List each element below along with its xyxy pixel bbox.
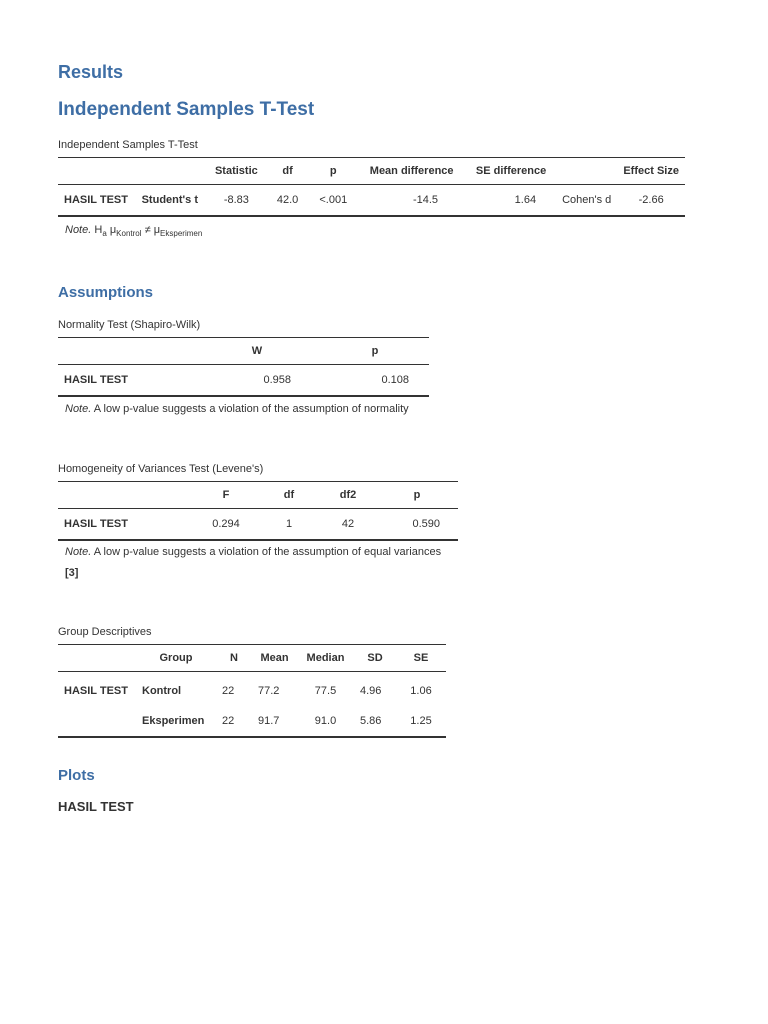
cell-sd: 5.86	[360, 715, 382, 727]
note-h: H	[94, 224, 103, 236]
col-p: p	[413, 489, 421, 501]
normality-table-caption: Normality Test (Shapiro-Wilk)	[58, 319, 201, 331]
table-row	[58, 706, 446, 737]
cell-df: 42.0	[276, 194, 299, 206]
cell-statistic: -8.83	[223, 194, 249, 206]
ttest-table-caption: Independent Samples T-Test	[58, 139, 198, 151]
descriptives-table-caption: Group Descriptives	[58, 626, 152, 638]
col-statistic: Statistic	[214, 165, 258, 177]
note-sub-eksperimen: Eksperimen	[160, 229, 203, 239]
col-df2: df2	[339, 489, 357, 501]
cell-p: 0.590	[412, 518, 440, 530]
row-variable: HASIL TEST	[64, 685, 128, 697]
normality-note	[65, 403, 409, 415]
table-row	[58, 672, 446, 707]
normality-table	[58, 337, 429, 397]
table-row	[58, 185, 685, 217]
cell-f: 0.294	[212, 518, 240, 530]
cell-mean: 77.2	[258, 685, 280, 697]
descriptives-table	[58, 644, 446, 738]
row-variable: HASIL TEST	[64, 374, 128, 386]
levene-table	[58, 481, 458, 541]
cell-p: 0.108	[381, 374, 409, 386]
cell-effect-size: -2.66	[638, 194, 664, 206]
col-group: Group	[159, 652, 193, 664]
cell-p: <.001	[319, 194, 348, 206]
levene-table-caption: Homogeneity of Variances Test (Levene's)	[58, 463, 264, 475]
row-variable: HASIL TEST	[64, 194, 128, 206]
ttest-note	[65, 224, 202, 238]
row-variable: HASIL TEST	[64, 518, 128, 530]
note-label: Note.	[65, 546, 92, 558]
cell-se-difference: 1.64	[514, 194, 537, 206]
assumptions-heading: Assumptions	[58, 284, 154, 301]
col-blank	[58, 338, 193, 365]
levene-note	[65, 546, 441, 558]
cell-df2: 42	[341, 518, 355, 530]
col-p: p	[371, 345, 379, 357]
cell-n: 22	[222, 715, 235, 727]
note-mu-2: μ	[153, 224, 161, 236]
col-blank	[58, 645, 136, 672]
note-label: Note.	[65, 403, 92, 415]
col-blank	[58, 482, 194, 509]
col-blank	[58, 158, 136, 185]
col-median: Median	[306, 652, 345, 664]
note-label: Note.	[65, 224, 92, 236]
col-mean-difference: Mean difference	[369, 165, 454, 177]
normality-header-row	[58, 338, 429, 365]
col-n: N	[230, 652, 238, 664]
col-effect-size: Effect Size	[623, 165, 679, 177]
cell-mean: 91.7	[258, 715, 280, 727]
col-df: df	[283, 489, 295, 501]
cell-df: 1	[285, 518, 293, 530]
table-row	[58, 365, 429, 397]
reference-marker[interactable]: [3]	[65, 567, 79, 579]
col-p: p	[329, 165, 337, 177]
cell-group: Kontrol	[142, 685, 182, 697]
cell-effect-type: Cohen's d	[562, 194, 612, 206]
cell-mean-difference: -14.5	[412, 194, 439, 206]
ttest-header-row	[58, 158, 685, 185]
cell-se: 1.25	[410, 715, 432, 727]
cell-n: 22	[222, 685, 235, 697]
cell-median: 91.0	[314, 715, 337, 727]
col-mean: Mean	[260, 652, 289, 664]
note-neq: ≠	[144, 224, 151, 236]
row-variable-blank	[58, 706, 136, 737]
note-sub-kontrol: Kontrol	[116, 229, 142, 239]
note-mu-1: μ	[109, 224, 117, 236]
note-text: A low p-value suggests a violation of the assumption of equal variances	[93, 546, 442, 558]
ttest-table	[58, 157, 685, 217]
table-row	[58, 509, 458, 541]
cell-median: 77.5	[314, 685, 337, 697]
col-se-difference: SE difference	[475, 165, 547, 177]
row-test: Student's t	[141, 194, 198, 206]
col-w: W	[251, 345, 263, 357]
plot-title: HASIL TEST	[58, 799, 134, 814]
col-f: F	[222, 489, 230, 501]
cell-group: Eksperimen	[142, 715, 205, 727]
descriptives-header-row	[58, 645, 446, 672]
col-df: df	[282, 165, 293, 177]
col-blank-3	[556, 158, 617, 185]
cell-sd: 4.96	[360, 685, 382, 697]
plots-heading: Plots	[58, 767, 95, 784]
col-blank-2	[136, 158, 207, 185]
col-sd: SD	[367, 652, 383, 664]
results-heading: Results	[58, 62, 124, 82]
col-se: SE	[413, 652, 429, 664]
note-text: A low p-value suggests a violation of the assumption of normality	[93, 403, 409, 415]
ttest-heading: Independent Samples T-Test	[58, 99, 315, 120]
cell-w: 0.958	[263, 374, 291, 386]
cell-se: 1.06	[410, 685, 432, 697]
note-h-sub: a	[102, 229, 107, 239]
levene-header-row	[58, 482, 458, 509]
